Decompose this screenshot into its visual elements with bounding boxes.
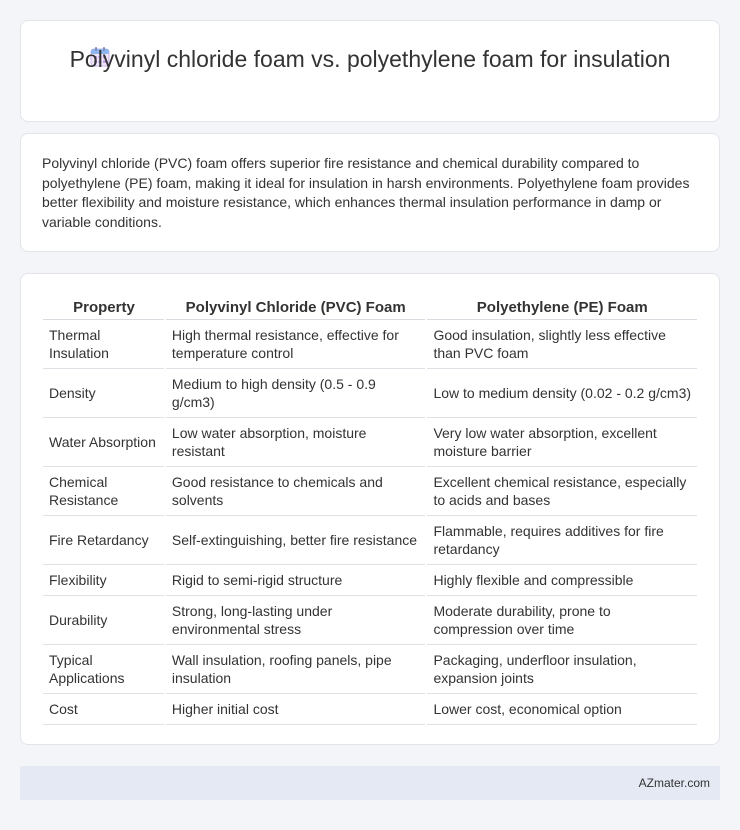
- property-cell: Water Absorption: [43, 417, 165, 466]
- pe-cell: Excellent chemical resistance, especially to acids and bases: [426, 466, 698, 515]
- footer-bar: [20, 766, 720, 800]
- table-row: [43, 319, 698, 368]
- header-pe: Polyethylene (PE) Foam: [426, 297, 698, 319]
- pe-cell: Lower cost, economical option: [426, 693, 698, 724]
- property-cell: Typical Applications: [43, 644, 165, 693]
- table-row: [43, 564, 698, 595]
- title-card: [20, 20, 720, 122]
- footer-brand[interactable]: AZmater.com: [638, 776, 710, 790]
- pvc-cell: Self-extinguishing, better fire resistance: [165, 515, 427, 564]
- pe-cell: Flammable, requires additives for fire retardancy: [426, 515, 698, 564]
- property-cell: Thermal Insulation: [43, 319, 165, 368]
- pvc-cell: Good resistance to chemicals and solvents: [165, 466, 427, 515]
- table-row: [43, 595, 698, 644]
- table-header-row: [43, 297, 698, 319]
- comparison-table: [43, 297, 699, 725]
- property-cell: Chemical Resistance: [43, 466, 165, 515]
- pvc-cell: Wall insulation, roofing panels, pipe insulation: [165, 644, 427, 693]
- pvc-cell: Rigid to semi-rigid structure: [165, 564, 427, 595]
- table-row: [43, 368, 698, 417]
- property-cell: Flexibility: [43, 564, 165, 595]
- header-property: Property: [43, 297, 165, 319]
- table-row: [43, 515, 698, 564]
- property-cell: Durability: [43, 595, 165, 644]
- pvc-cell: Strong, long-lasting under environmental stress: [165, 595, 427, 644]
- property-cell: Cost: [43, 693, 165, 724]
- pe-cell: Good insulation, slightly less effective than PVC foam: [426, 319, 698, 368]
- pvc-cell: High thermal resistance, effective for temperature control: [165, 319, 427, 368]
- table-row: [43, 644, 698, 693]
- table-row: [43, 417, 698, 466]
- pvc-cell: Low water absorption, moisture resistant: [165, 417, 427, 466]
- intro-paragraph: Polyvinyl chloride (PVC) foam offers superior fire resistance and chemical durability compared to polyethylene (PE) foam, making it ideal for insulation in harsh environments. Polyethylene foam provides better flexibility and moisture resistance, which enhances thermal insulation performance in damp or variable conditions.: [42, 155, 690, 230]
- pvc-cell: Medium to high density (0.5 - 0.9 g/cm3): [165, 368, 427, 417]
- header-pvc: Polyvinyl Chloride (PVC) Foam: [165, 297, 427, 319]
- table-row: [43, 466, 698, 515]
- pe-cell: Very low water absorption, excellent moisture barrier: [426, 417, 698, 466]
- intro-card: [20, 133, 720, 252]
- comparison-card: [20, 273, 720, 745]
- pvc-cell: Higher initial cost: [165, 693, 427, 724]
- property-cell: Fire Retardancy: [43, 515, 165, 564]
- pe-cell: Low to medium density (0.02 - 0.2 g/cm3): [426, 368, 698, 417]
- pe-cell: Moderate durability, prone to compression over time: [426, 595, 698, 644]
- property-cell: Density: [43, 368, 165, 417]
- table-row: [43, 693, 698, 724]
- page-title: Polyvinyl chloride foam vs. polyethylene foam for insulation: [69, 46, 671, 72]
- pe-cell: Packaging, underfloor insulation, expansion joints: [426, 644, 698, 693]
- pe-cell: Highly flexible and compressible: [426, 564, 698, 595]
